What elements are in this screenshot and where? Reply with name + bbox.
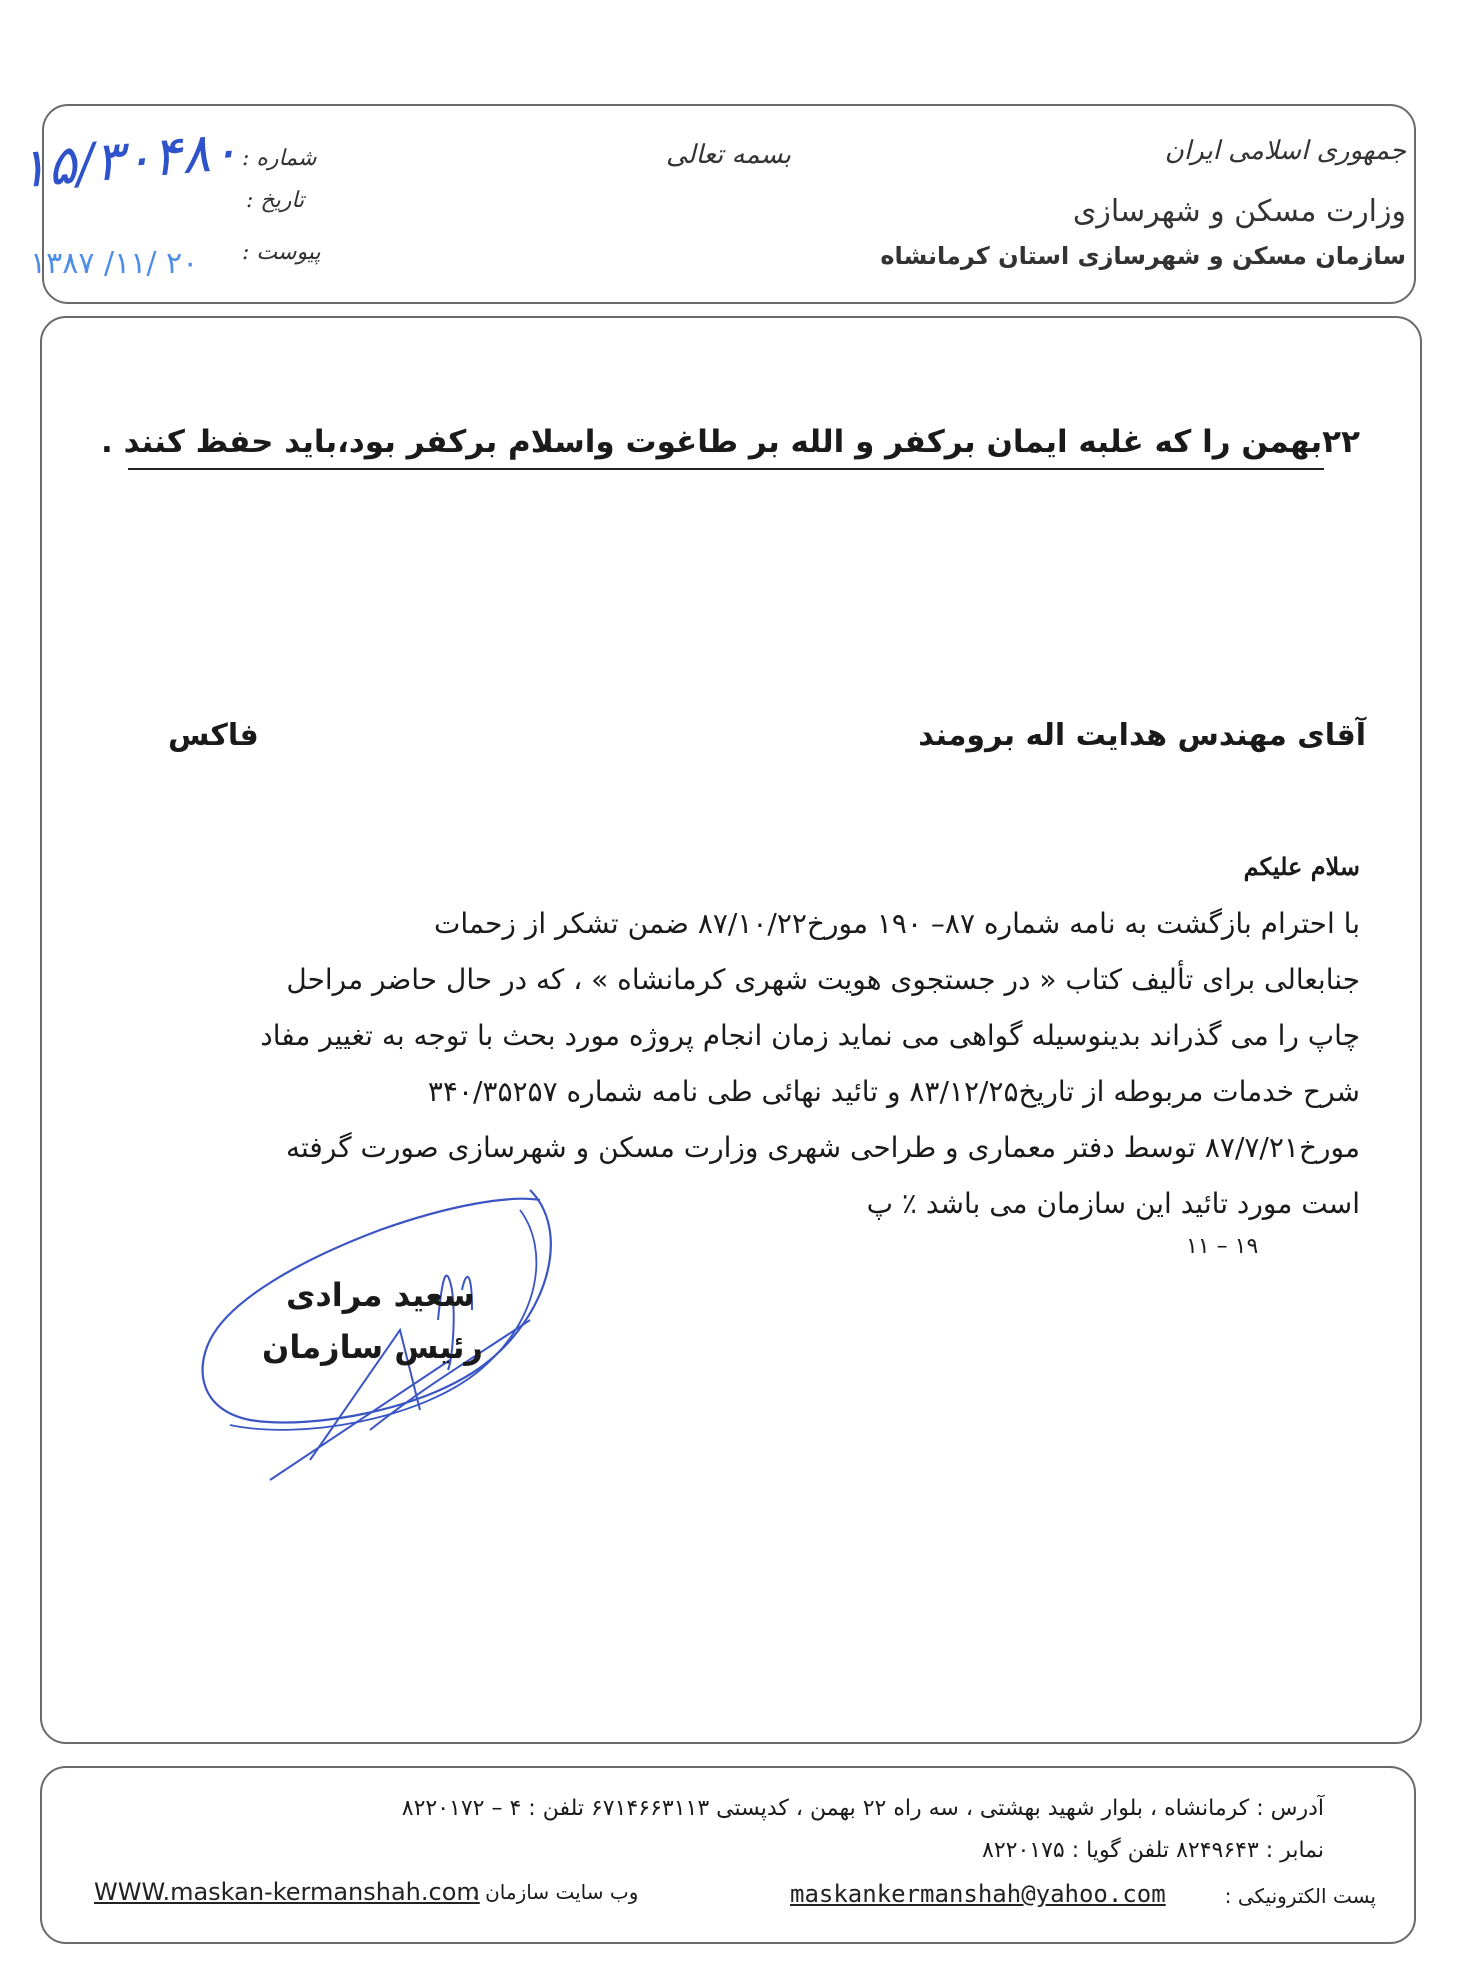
stamped-date: ۱۳۸۷ /۱۱/ ۲۰ <box>30 246 199 281</box>
signatory-name: سعید مرادی <box>286 1276 475 1314</box>
handwritten-letter-number: ۱۵/۳۰۴۸۰ <box>15 118 242 201</box>
fax-label: فاکس <box>168 718 259 753</box>
number-label: شماره : <box>242 146 317 171</box>
website-link[interactable]: WWW.maskan-kermanshah.com <box>94 1878 480 1906</box>
attachment-label: پیوست : <box>242 240 321 265</box>
organization-name: سازمان مسکن و شهرسازی استان کرمانشاه <box>880 242 1406 270</box>
body-line: است مورد تائید این سازمان می باشد ٪ پ <box>866 1187 1360 1220</box>
slogan-underline <box>128 468 1324 470</box>
footer-fax-phone: نمابر : ۸۲۴۹۶۴۳ تلفن گویا : ۸۲۲۰۱۷۵ <box>982 1838 1324 1863</box>
body-line: چاپ را می گذراند بدینوسیله گواهی می نماید زمان انجام پروژه مورد بحث با توجه به تغییر مفاد <box>260 1019 1360 1052</box>
website-label: وب سایت سازمان : <box>472 1880 639 1904</box>
body-line: مورخ۸۷/۷/۲۱ توسط دفتر معماری و طراحی شهری وزارت مسکن و شهرسازی صورت گرفته <box>285 1131 1360 1164</box>
ministry-name: وزارت مسکن و شهرسازی <box>1072 194 1406 229</box>
date-label: تاریخ : <box>246 188 305 213</box>
body-line: جنابعالی برای تألیف کتاب « در جستجوی هویت شهری کرمانشاه » ، که در حال حاضر مراحل <box>286 963 1360 996</box>
slogan: ۲۲بهمن را که غلبه ایمان برکفر و الله بر طاغوت واسلام برکفر بود،باید حفظ کنند . <box>101 424 1360 460</box>
country-name: جمهوری اسلامی ایران <box>1164 136 1406 166</box>
greeting: سلام علیکم <box>1243 852 1360 881</box>
signatory-title: رئیس سازمان <box>262 1328 483 1366</box>
footer-address: آدرس : کرمانشاه ، بلوار شهید بهشتی ، سه راه ۲۲ بهمن ، کدپستی ۶۷۱۴۶۶۳۱۱۳ تلفن : ۴ – ۸۲۲۰۱۷۲ <box>401 1796 1324 1821</box>
email-label: پست الکترونیکی : <box>1224 1884 1376 1908</box>
basmala: بسمه تعالی <box>666 140 791 170</box>
recipient: آقای مهندس هدایت اله برومند <box>918 718 1366 753</box>
body-line: شرح خدمات مربوطه از تاریخ۸۳/۱۲/۲۵ و تائید نهائی طی نامه شماره ۳۴۰/۳۵۲۵۷ <box>427 1075 1360 1108</box>
body-line: با احترام بازگشت به نامه شماره ۸۷– ۱۹۰ مورخ۸۷/۱۰/۲۲ ضمن تشکر از زحمات <box>434 907 1360 940</box>
reference-code: ۱۹ – ۱۱ <box>1186 1234 1259 1259</box>
email-link[interactable]: maskankermanshah@yahoo.com <box>790 1880 1166 1908</box>
